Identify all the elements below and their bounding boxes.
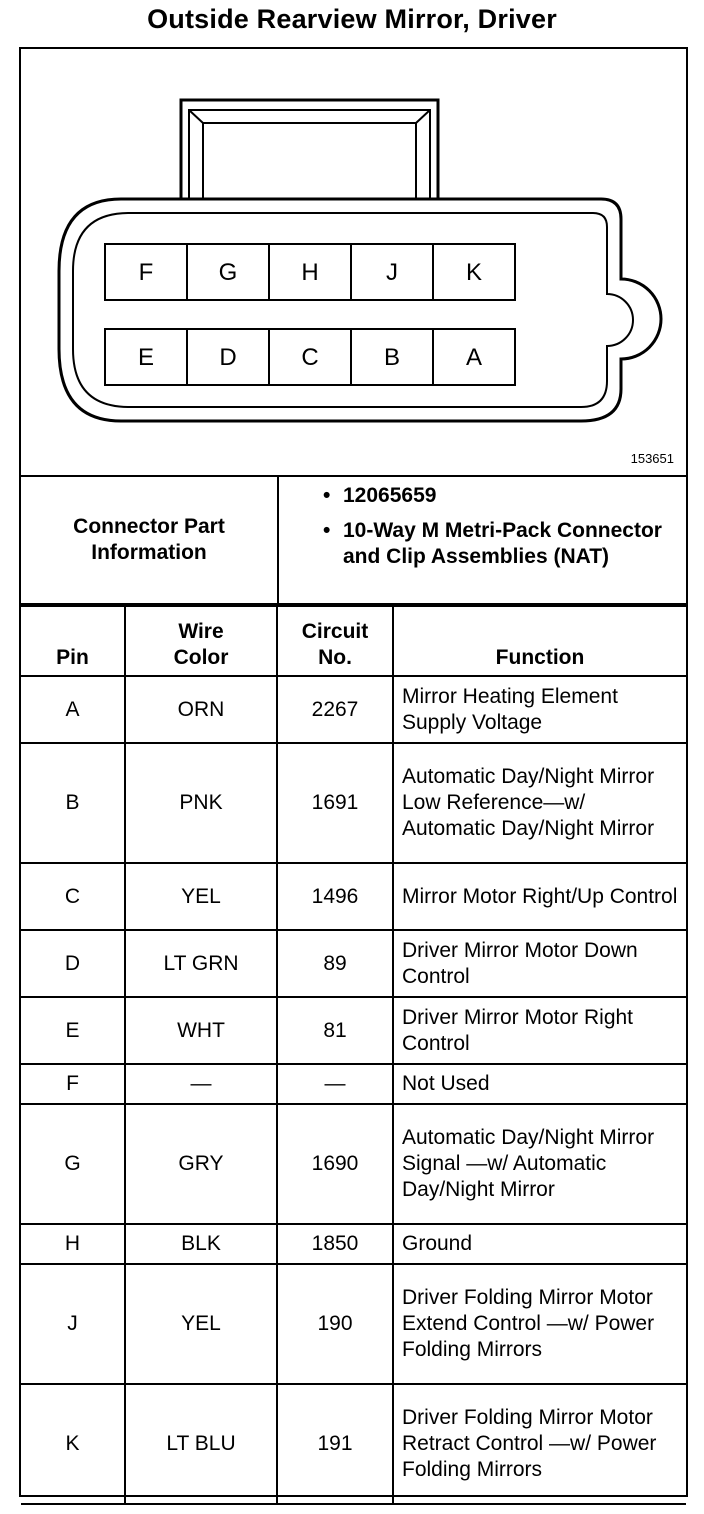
cell-wire-color: BLK	[125, 1224, 277, 1264]
connector-description: • 10-Way M Metri-Pack Connector and Clip Assemblies (NAT)	[279, 518, 679, 570]
connector-info-label-line1: Connector Part	[73, 515, 225, 538]
cell-wire-color: YEL	[125, 863, 277, 930]
cell-function: Driver Folding Mirror Motor Retract Control —w/ Power Folding Mirrors	[393, 1384, 686, 1504]
table-row	[21, 1104, 686, 1224]
cell-circuit: 190	[277, 1264, 393, 1384]
cell-function: Driver Mirror Motor Right Control	[393, 997, 686, 1064]
pin-label-c: C	[301, 344, 319, 371]
pin-label-f: F	[138, 259, 154, 286]
table-row	[21, 1264, 686, 1384]
cell-pin: G	[21, 1104, 125, 1224]
cell-circuit: 1850	[277, 1224, 393, 1264]
pin-table-header	[21, 606, 686, 676]
cell-pin: F	[21, 1064, 125, 1104]
connector-body-outline	[59, 199, 661, 421]
connector-info-label-line2: Information	[91, 541, 207, 564]
connector-info-label	[21, 477, 279, 603]
pin-label-h: H	[301, 259, 319, 286]
pin-label-b: B	[383, 344, 401, 371]
pin-label-k: K	[465, 259, 483, 286]
header-pin: Pin	[21, 606, 125, 676]
pin-label-g: G	[218, 259, 238, 286]
connector-info-section	[21, 475, 686, 605]
cell-wire-color: ORN	[125, 676, 277, 743]
header-function: Function	[393, 606, 686, 676]
table-row	[21, 930, 686, 997]
diagram-id: 153651	[630, 451, 674, 466]
cell-function: Driver Folding Mirror Motor Extend Control —w/ Power Folding Mirrors	[393, 1264, 686, 1384]
cell-function: Automatic Day/Night Mirror Signal —w/ Automatic Day/Night Mirror	[393, 1104, 686, 1224]
cell-circuit: 1691	[277, 743, 393, 863]
cell-function: Ground	[393, 1224, 686, 1264]
cell-wire-color: PNK	[125, 743, 277, 863]
table-row	[21, 676, 686, 743]
cell-circuit: —	[277, 1064, 393, 1104]
pin-label-d: D	[219, 344, 237, 371]
cell-circuit: 81	[277, 997, 393, 1064]
cell-wire-color: YEL	[125, 1264, 277, 1384]
page-title: Outside Rearview Mirror, Driver	[147, 4, 557, 34]
connector-latch	[181, 100, 438, 204]
cell-function: Mirror Motor Right/Up Control	[393, 863, 686, 930]
cell-wire-color: LT BLU	[125, 1384, 277, 1504]
table-row	[21, 997, 686, 1064]
cell-wire-color: WHT	[125, 997, 277, 1064]
cell-function: Mirror Heating Element Supply Voltage	[393, 676, 686, 743]
cell-pin: D	[21, 930, 125, 997]
cell-pin: H	[21, 1224, 125, 1264]
cell-wire-color: —	[125, 1064, 277, 1104]
cell-wire-color: LT GRN	[125, 930, 277, 997]
table-row	[21, 743, 686, 863]
pin-label-a: A	[465, 344, 483, 371]
pin-label-e: E	[137, 344, 155, 371]
cell-wire-color: GRY	[125, 1104, 277, 1224]
cell-pin: B	[21, 743, 125, 863]
table-row	[21, 1064, 686, 1104]
cell-pin: A	[21, 676, 125, 743]
cell-pin: C	[21, 863, 125, 930]
cell-pin: E	[21, 997, 125, 1064]
cell-circuit: 1690	[277, 1104, 393, 1224]
header-circuit-no: Circuit No.	[277, 606, 393, 676]
cell-function: Automatic Day/Night Mirror Low Reference—w/ Automatic Day/Night Mirror	[393, 743, 686, 863]
cell-circuit: 2267	[277, 676, 393, 743]
cell-function: Driver Mirror Motor Down Control	[393, 930, 686, 997]
cell-circuit: 1496	[277, 863, 393, 930]
header-wire-color: Wire Color	[125, 606, 277, 676]
cell-circuit: 191	[277, 1384, 393, 1504]
connector-info-details	[279, 483, 679, 579]
pin-label-j: J	[386, 259, 398, 286]
cell-circuit: 89	[277, 930, 393, 997]
cell-function: Not Used	[393, 1064, 686, 1104]
cell-pin: J	[21, 1264, 125, 1384]
table-row	[21, 1224, 686, 1264]
pin-table	[21, 605, 686, 1505]
connector-diagram	[21, 49, 686, 475]
connector-part-number: • 12065659	[279, 483, 679, 509]
table-row	[21, 863, 686, 930]
table-row	[21, 1384, 686, 1504]
cell-pin: K	[21, 1384, 125, 1504]
